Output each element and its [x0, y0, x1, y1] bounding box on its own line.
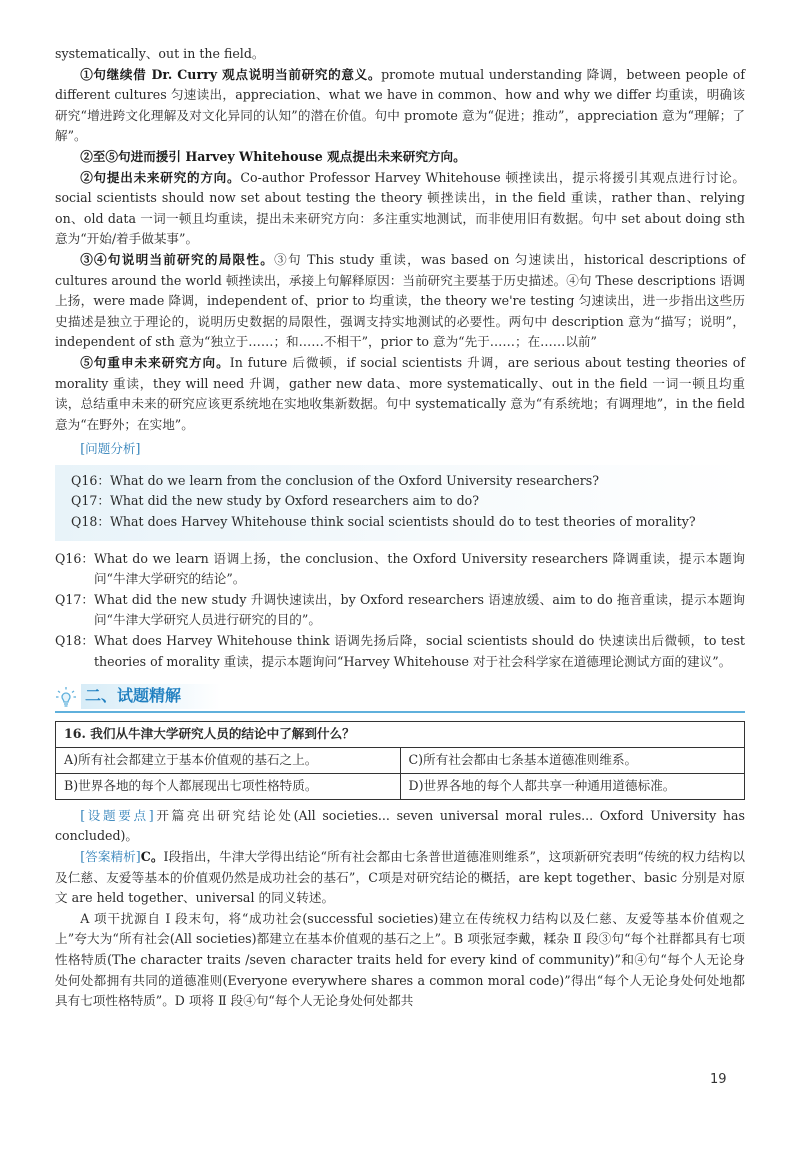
intro-para3 — [55, 168, 745, 250]
note-text: What does Harvey Whitehouse think 语调先扬后降，social scientists should do 快速读出后微顿，to test theories of morality 重读，提示本题询问“Harvey Whitehouse 对于社会科学家在道德理论测试方面的建议”。 — [93, 633, 745, 669]
option-c: C)所有社会都由七条基本道德准则维系。 — [400, 747, 745, 773]
option-a: A)所有社会都建立于基本价值观的基石之上。 — [56, 747, 401, 773]
question-table — [55, 721, 745, 800]
intro-para1 — [55, 65, 745, 147]
intro-line0: systematically、out in the field。 — [55, 46, 265, 61]
para2-lead: ②至⑤句进而援引 Harvey Whitehouse 观点提出未来研究方向。 — [80, 148, 466, 164]
analysis-notes — [55, 549, 745, 673]
analysis-heading: [问题分析] — [80, 441, 141, 457]
page-content — [55, 44, 745, 1012]
question-number: Q16： — [71, 472, 110, 488]
note-text: What did the new study 升调快速读出，by Oxford researchers 语速放缓、aim to do 拖音重读，提示本题询问“牛津大学研究人员进行研究的目的”。 — [93, 591, 745, 628]
para4-text: ③句 This study 重读，was based on 匀速读出，historical descriptions of cultures around the world 顿挫读出，承接上句解释原因：当前研究主要基于历史描述。④句 These descriptions 语调上扬，were made 降调，independent of、prior to 均重读，the theory we're testing 匀速读出，进一步指出这些历史描述是独立于理论的，说明历史数据的局限性，强调支持实地测试的必要性。两句中 description 意为“描写；说明”，independent of sth 意为“独立于……；和……不相干”，prior to 意为“先于……；在……以前” — [55, 251, 746, 350]
lightbulb-icon — [55, 686, 77, 708]
para1-lead: ①句继续借 Dr. Curry 观点说明当前研究的意义。 — [80, 66, 382, 82]
para5-text: In future 后微顿，if social scientists 升调，are serious about testing theories of morality 重读，they will need 升调，gather new data、more systematically、out in the field 一词一顿且均重读，总结重申未来的研究应该更系统地在实地收集新数据。句中 systematically 意为“有系统地；有调理地”，in the field 意为“在野外；在实地”。 — [55, 354, 746, 432]
note-number: Q18： — [55, 633, 94, 649]
section-header — [55, 684, 745, 713]
note-item — [55, 590, 745, 631]
key-point-tag: [设题要点] — [80, 807, 154, 823]
question-item — [71, 471, 731, 492]
intro-para2 — [55, 147, 745, 168]
answer-analysis — [55, 847, 745, 909]
note-number: Q17： — [55, 591, 94, 607]
option-d: D)世界各地的每个人都共享一种通用道德标准。 — [400, 773, 745, 799]
answer-letter: C。 — [140, 849, 164, 864]
question-box — [55, 465, 745, 541]
distractor-analysis: A 项干扰源自 I 段末句，将“成功社会(successful societies)建立在传统权力结构以及仁慈、友爱等基本价值观之上”夸大为“所有社会(All societies)都建立在基本价值观的基石之上”。B 项张冠李戴，糅杂 Ⅱ 段③句“每个社群都具有七项性格特质(The character traits /seven character traits held for every kind of community)”和④句“每个人无论身处何处都拥有共同的道德准则(Everyone everywhere shares a common moral code)”得出“每个人无论身处何处地都具有七项性格特质”。D 项将 Ⅱ 段④句“每个人无论身处何处都共 — [55, 910, 745, 1009]
key-point-text: 开篇亮出研究结论处(All societies... seven universal moral rules... Oxford University has concluded)。 — [55, 807, 745, 844]
question-number: Q17： — [71, 493, 110, 509]
para3-lead: ②句提出未来研究的方向。 — [80, 169, 241, 185]
question-item — [71, 491, 731, 512]
section-title: 二、试题精解 — [81, 684, 221, 709]
para5-lead: ⑤句重申未来研究方向。 — [80, 354, 230, 370]
question-text: What do we learn from the conclusion of the Oxford University researchers? — [109, 472, 599, 488]
explanation — [55, 806, 745, 1012]
para1-text: promote mutual understanding 降调，between people of different cultures 匀速读出，appreciation、what we have in common、how and why we differ 均重读，明确该研究“增进跨文化理解及对文化异同的认知”的潜在价值。句中 promote 意为“促进；推动”，appreciation 意为“理解；了解”。 — [55, 66, 745, 144]
para3-text: Co-author Professor Harvey Whitehouse 顿挫读出，提示将援引其观点进行讨论。social scientists should now set about testing the theory 顿挫读出，in the field 重读，rather than、relying on、old data 一词一顿且均重读，提出未来研究方向：多注重实地测试，而非使用旧有数据。句中 set about doing sth 意为“开始/着手做某事”。 — [55, 169, 746, 247]
question-item — [71, 512, 731, 533]
intro-para5 — [55, 353, 745, 435]
answer-tag: [答案精析] — [80, 849, 141, 864]
question-number: Q18： — [71, 514, 110, 530]
intro-para4 — [55, 250, 745, 353]
note-item — [55, 549, 745, 590]
note-text: What do we learn 语调上扬，the conclusion、the Oxford University researchers 降调重读，提示本题询问“牛津大学研究的结论”。 — [93, 550, 745, 587]
option-b: B)世界各地的每个人都展现出七项性格特质。 — [56, 773, 401, 799]
page-number: 19 — [710, 1072, 727, 1087]
question-text: What does Harvey Whitehouse think social scientists should do to test theories of morality? — [109, 514, 696, 530]
question-text: What did the new study by Oxford researchers aim to do? — [109, 493, 480, 509]
para4-lead: ③④句说明当前研究的局限性。 — [80, 251, 275, 267]
question-stem: 16. 我们从牛津大学研究人员的结论中了解到什么？ — [56, 721, 745, 747]
key-point — [55, 806, 745, 847]
note-number: Q16： — [55, 550, 94, 566]
answer-text: I段指出，牛津大学得出结论“所有社会都由七条普世道德准则维系”，这项新研究表明“传统的权力结构以及仁慈、友爱等基本的价值观仍然是成功社会的基石”，C项是对研究结论的概括，are kept together、basic 分别是对原文 are held together、universal 的同义转述。 — [55, 849, 745, 906]
note-item — [55, 631, 745, 672]
